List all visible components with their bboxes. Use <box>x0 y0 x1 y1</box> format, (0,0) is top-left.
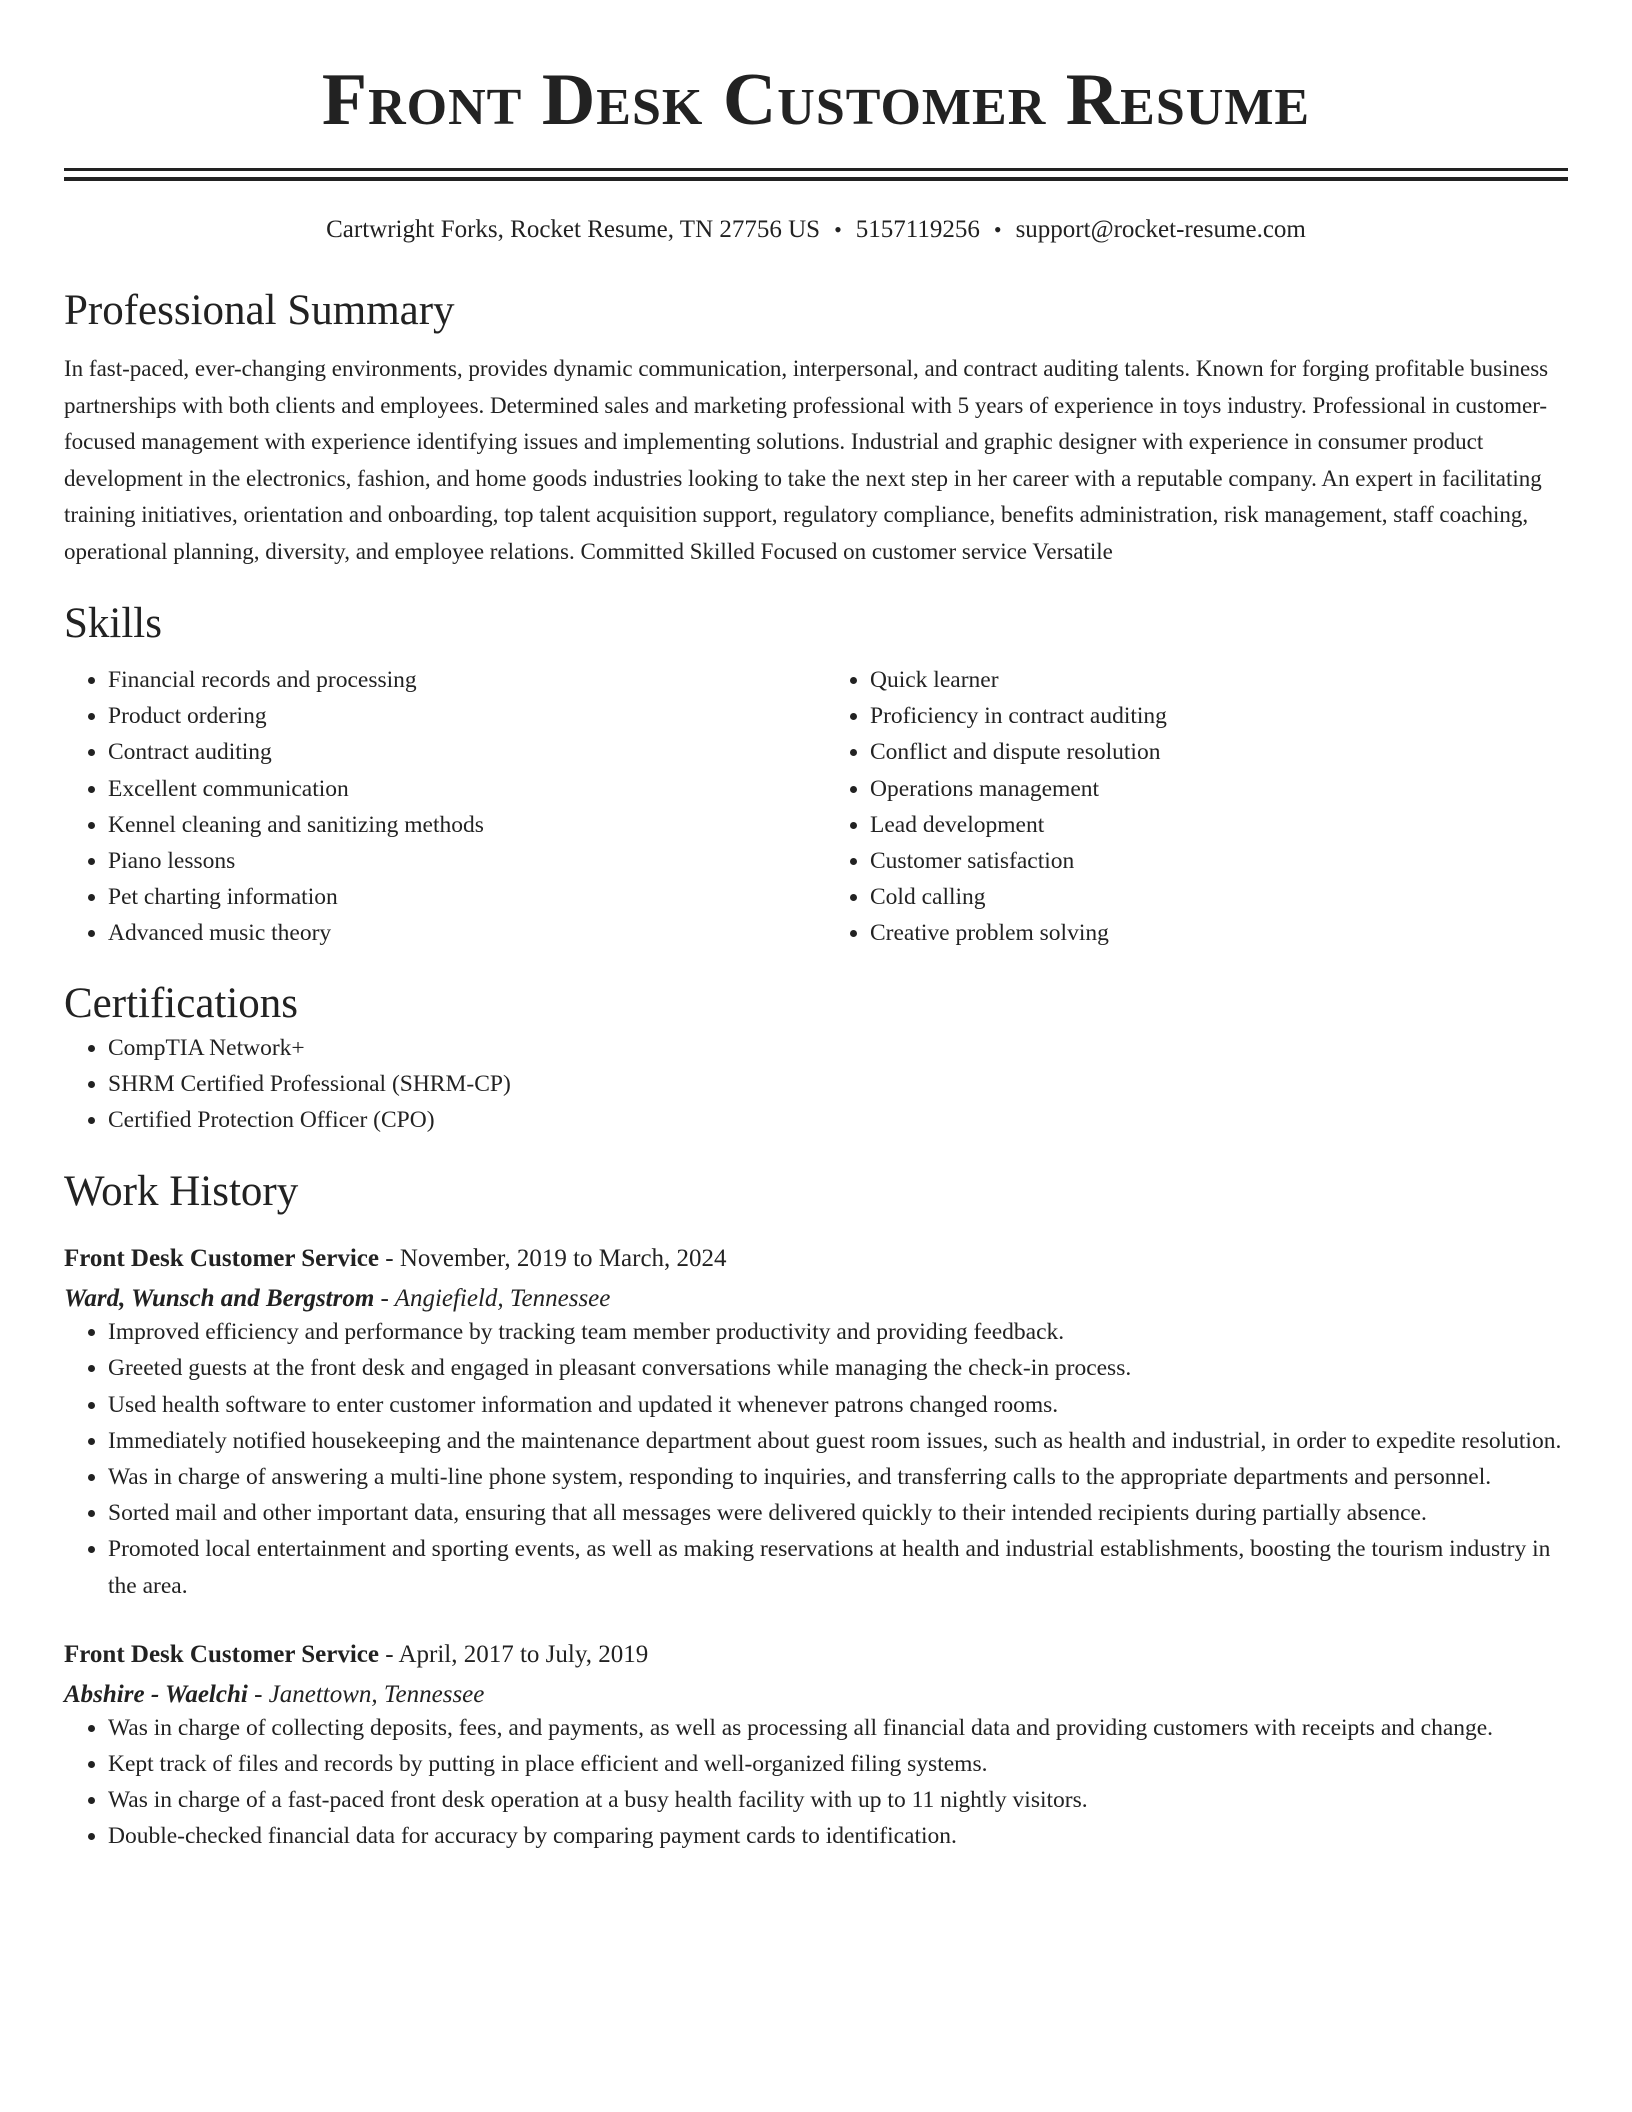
contact-address: Cartwright Forks, Rocket Resume, TN 27756 US <box>326 216 821 243</box>
job-company: Abshire - Waelchi <box>64 1680 248 1708</box>
title-divider-thick <box>64 177 1568 181</box>
skill-item: • Excellent communication <box>108 771 816 807</box>
company-line <box>64 1284 1568 1314</box>
job-role: Front Desk Customer Service <box>64 1245 379 1273</box>
responsibility-item: • Sorted mail and other important data, ensuring that all messages were delivered quickly to their intended recipients during partially absence. <box>108 1495 1568 1531</box>
skill-item: • Kennel cleaning and sanitizing methods <box>108 807 816 843</box>
responsibility-item: • Improved efficiency and performance by tracking team member productivity and providing feedback. <box>108 1314 1568 1350</box>
responsibility-item: • Kept track of files and records by putting in place efficient and well-organized filing systems. <box>108 1746 1568 1782</box>
skill-item: • Piano lessons <box>108 843 816 879</box>
job-title-line <box>64 1640 1568 1670</box>
responsibility-item: • Greeted guests at the front desk and engaged in pleasant conversations while managing the check-in process. <box>108 1350 1568 1386</box>
work-history-heading: Work History <box>64 1168 299 1216</box>
skills-column-right <box>816 662 1568 952</box>
job-company: Ward, Wunsch and Bergstrom <box>64 1285 375 1313</box>
skills-column-left <box>64 662 816 952</box>
responsibility-item: • Immediately notified housekeeping and the maintenance department about guest room issues, such as health and industrial, in order to expedite resolution. <box>108 1423 1568 1459</box>
company-line <box>64 1680 1568 1710</box>
certification-item: • SHRM Certified Professional (SHRM-CP) <box>108 1066 1568 1102</box>
skill-item: • Financial records and processing <box>108 662 816 698</box>
skill-item: • Conflict and dispute resolution <box>870 734 1568 770</box>
skill-item: • Contract auditing <box>108 734 816 770</box>
certifications-heading: Certifications <box>64 979 299 1027</box>
skill-item: • Operations management <box>870 771 1568 807</box>
responsibility-item: • Was in charge of answering a multi-line phone system, responding to inquiries, and transferring calls to the appropriate departments and personnel. <box>108 1459 1568 1495</box>
job-entry <box>64 1244 1568 1604</box>
job-dates: - April, 2017 to July, 2019 <box>379 1640 649 1668</box>
contact-email: support@rocket-resume.com <box>1015 216 1306 243</box>
responsibility-item: • Double-checked financial data for accuracy by comparing payment cards to identification. <box>108 1818 1568 1854</box>
skill-item: • Cold calling <box>870 879 1568 915</box>
job-title-line <box>64 1244 1568 1274</box>
skills-list-left <box>64 662 816 952</box>
skill-item: • Lead development <box>870 807 1568 843</box>
job-responsibilities <box>64 1710 1568 1855</box>
contact-separator: • <box>993 217 1002 242</box>
skill-item: • Quick learner <box>870 662 1568 698</box>
job-dates: - November, 2019 to March, 2024 <box>379 1245 727 1273</box>
skill-item: • Customer satisfaction <box>870 843 1568 879</box>
summary-text: In fast-paced, ever-changing environments, provides dynamic communication, interpersonal, and contract auditing talents. Known for forging profitable business partnerships with both clients and employees. Determined sales and marketing professional with 5 years of experience in toys industry. Professional in customer-focused management with experience identifying issues and implementing solutions. Industrial and graphic designer with experience in consumer product development in the electronics, fashion, and home goods industries looking to take the next step in her career with a reputable company. An expert in facilitating training initiatives, orientation and onboarding, top talent acquisition support, regulatory compliance, benefits administration, risk management, staff coaching, operational planning, diversity, and employee relations. Committed Skilled Focused on customer service Versatile <box>64 356 1549 564</box>
title-divider-thin <box>64 168 1568 171</box>
job-entry <box>64 1640 1568 1855</box>
certification-item: • Certified Protection Officer (CPO) <box>108 1102 1568 1138</box>
responsibility-item: • Was in charge of a fast-paced front desk operation at a busy health facility with up to 11 nightly visitors. <box>108 1782 1568 1818</box>
responsibility-item: • Was in charge of collecting deposits, fees, and payments, as well as processing all financial data and providing customers with receipts and change. <box>108 1710 1568 1746</box>
contact-phone: 5157119256 <box>855 216 980 243</box>
skill-item: • Pet charting information <box>108 879 816 915</box>
skill-item: • Proficiency in contract auditing <box>870 698 1568 734</box>
contact-separator: • <box>834 217 842 242</box>
skill-item: • Product ordering <box>108 698 816 734</box>
responsibility-item: • Promoted local entertainment and sporting events, as well as making reservations at health and industrial establishments, boosting the tourism industry in the area. <box>108 1531 1568 1603</box>
skills-columns <box>64 662 1568 952</box>
skills-list-right <box>816 662 1568 952</box>
responsibility-item: • Used health software to enter customer information and updated it whenever patrons changed rooms. <box>108 1387 1568 1423</box>
summary-heading: Professional Summary <box>64 287 455 334</box>
resume-title: Front Desk Customer Resume <box>321 59 1311 141</box>
skills-heading: Skills <box>64 600 162 647</box>
job-location: - Janettown, Tennessee <box>247 1680 485 1708</box>
certification-item: • CompTIA Network+ <box>108 1030 1568 1066</box>
contact-line <box>64 215 1568 245</box>
skill-item: • Advanced music theory <box>108 915 816 951</box>
job-responsibilities <box>64 1314 1568 1604</box>
job-location: - Angiefield, Tennessee <box>374 1285 611 1313</box>
job-role: Front Desk Customer Service <box>64 1640 379 1668</box>
certifications-list <box>64 1030 1568 1139</box>
skill-item: • Creative problem solving <box>870 915 1568 951</box>
